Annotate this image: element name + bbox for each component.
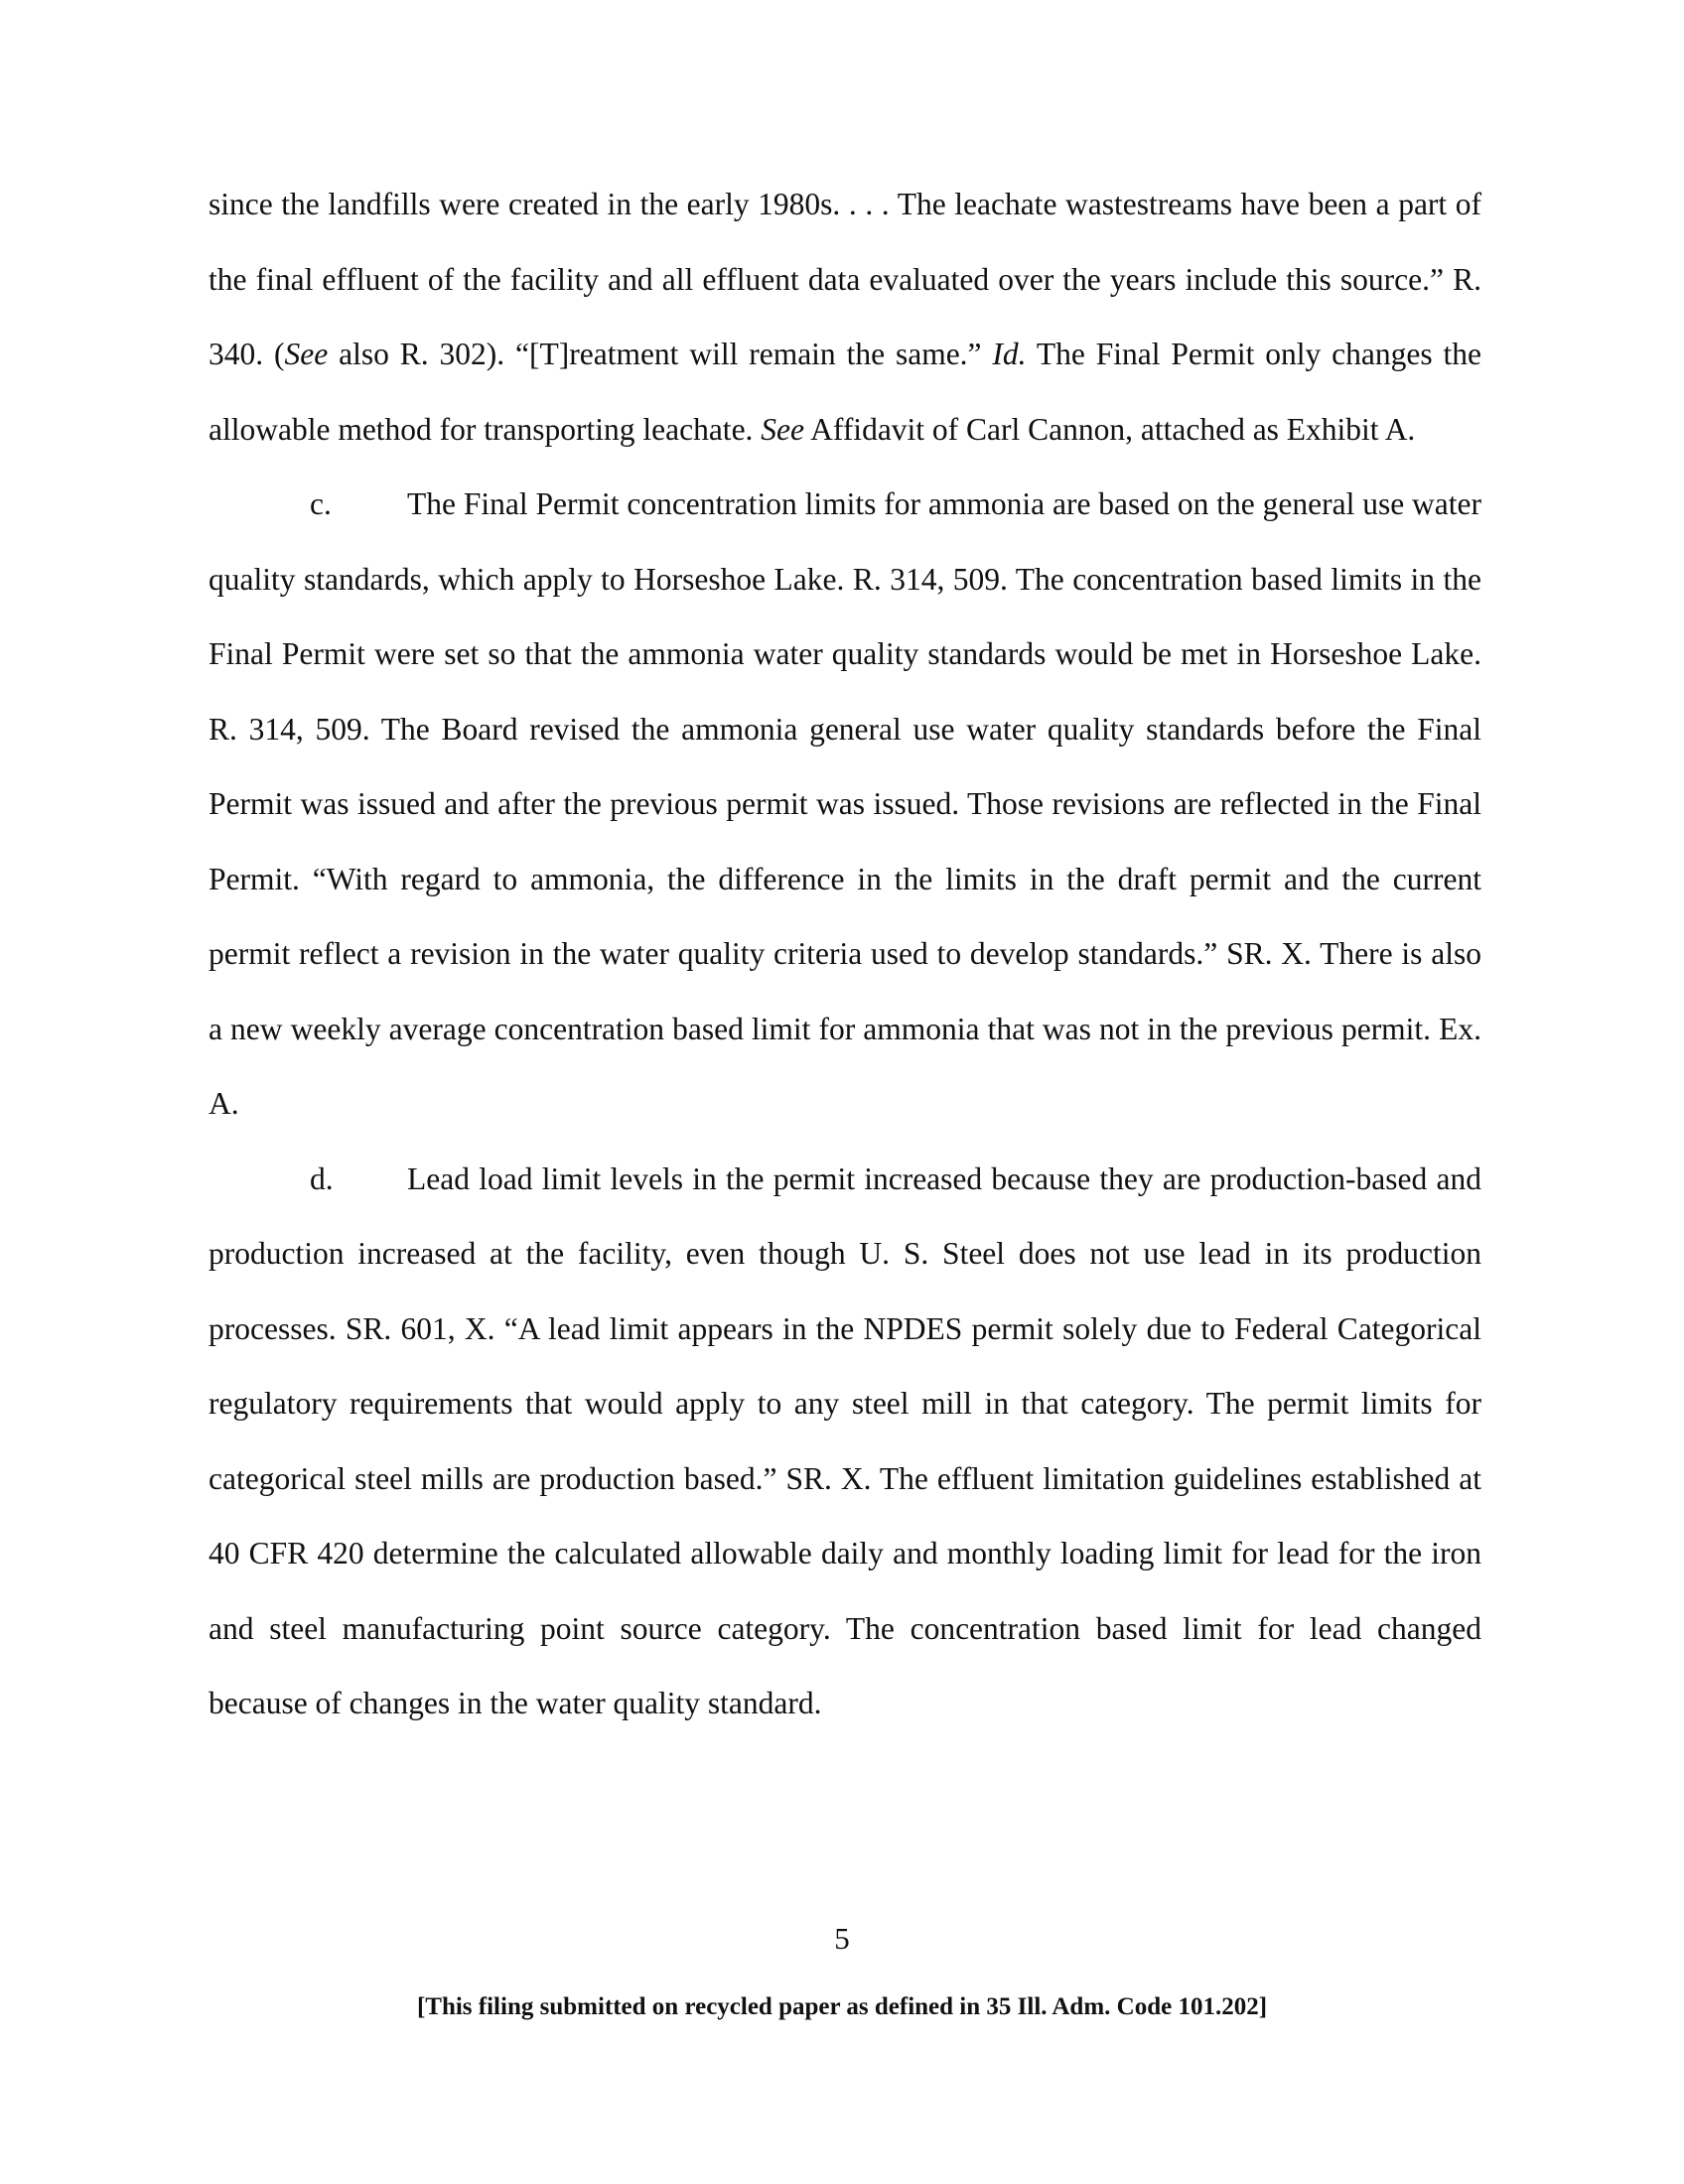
paragraph-d: [209, 1142, 1481, 1741]
paragraph-marker: d.: [310, 1160, 334, 1196]
paragraph-continuation: [209, 167, 1481, 467]
text-segment: also R. 302). “[T]reatment will remain the same.”: [328, 337, 993, 371]
paragraph-marker: c.: [310, 486, 332, 521]
body-text: [209, 167, 1481, 1741]
paragraph-d-text: Lead load limit levels in the permit increased because they are production-based and production increased at the facility, even though U. S. Steel does not use lead in its production processes. SR. 601, X. “A lead limit appears in the NPDES permit solely due to Federal Categorical regulatory requirements that would apply to any steel mill in that category. The permit limits for categorical steel mills are production based.” SR. X. The effluent limitation guidelines established at 40 CFR 420 determine the calculated allowable daily and monthly loading limit for lead for the iron and steel manufacturing point source category. The concentration based limit for lead changed because of changes in the water quality standard.: [209, 1160, 1481, 1720]
citation-signal: See: [284, 337, 329, 371]
footer-note: [This filing submitted on recycled paper as defined in 35 Ill. Adm. Code 101.202]: [416, 1993, 1268, 2020]
text-segment: The Final Permit only changes the allowable method for transporting leachate.: [209, 337, 1481, 447]
text-segment: Affidavit of Carl Cannon, attached as Exhibit A.: [804, 411, 1416, 447]
paragraph-c: [209, 467, 1481, 1142]
text-segment: since the landfills were created in the early 1980s. . . . The leachate wastestreams have been a part of the final effluent of the facility and all effluent data evaluated over the years include this source.” R. 340. (: [209, 187, 1481, 371]
paragraph-c-text: The Final Permit concentration limits for ammonia are based on the general use water quality standards, which apply to Horseshoe Lake. R. 314, 509. The concentration based limits in the Final Permit were set so that the ammonia water quality standards would be met in Horseshoe Lake. R. 314, 509. The Board revised the ammonia general use water quality standards before the Final Permit was issued and after the previous permit was issued. Those revisions are reflected in the Final Permit. “With regard to ammonia, the difference in the limits in the draft permit and the current permit reflect a revision in the water quality criteria used to develop standards.” SR. X. There is also a new weekly average concentration based limit for ammonia that was not in the previous permit. Ex. A.: [209, 486, 1482, 1121]
page-number: 5: [834, 1921, 850, 1956]
citation-signal: Id.: [992, 337, 1027, 371]
citation-signal: See: [761, 411, 805, 447]
